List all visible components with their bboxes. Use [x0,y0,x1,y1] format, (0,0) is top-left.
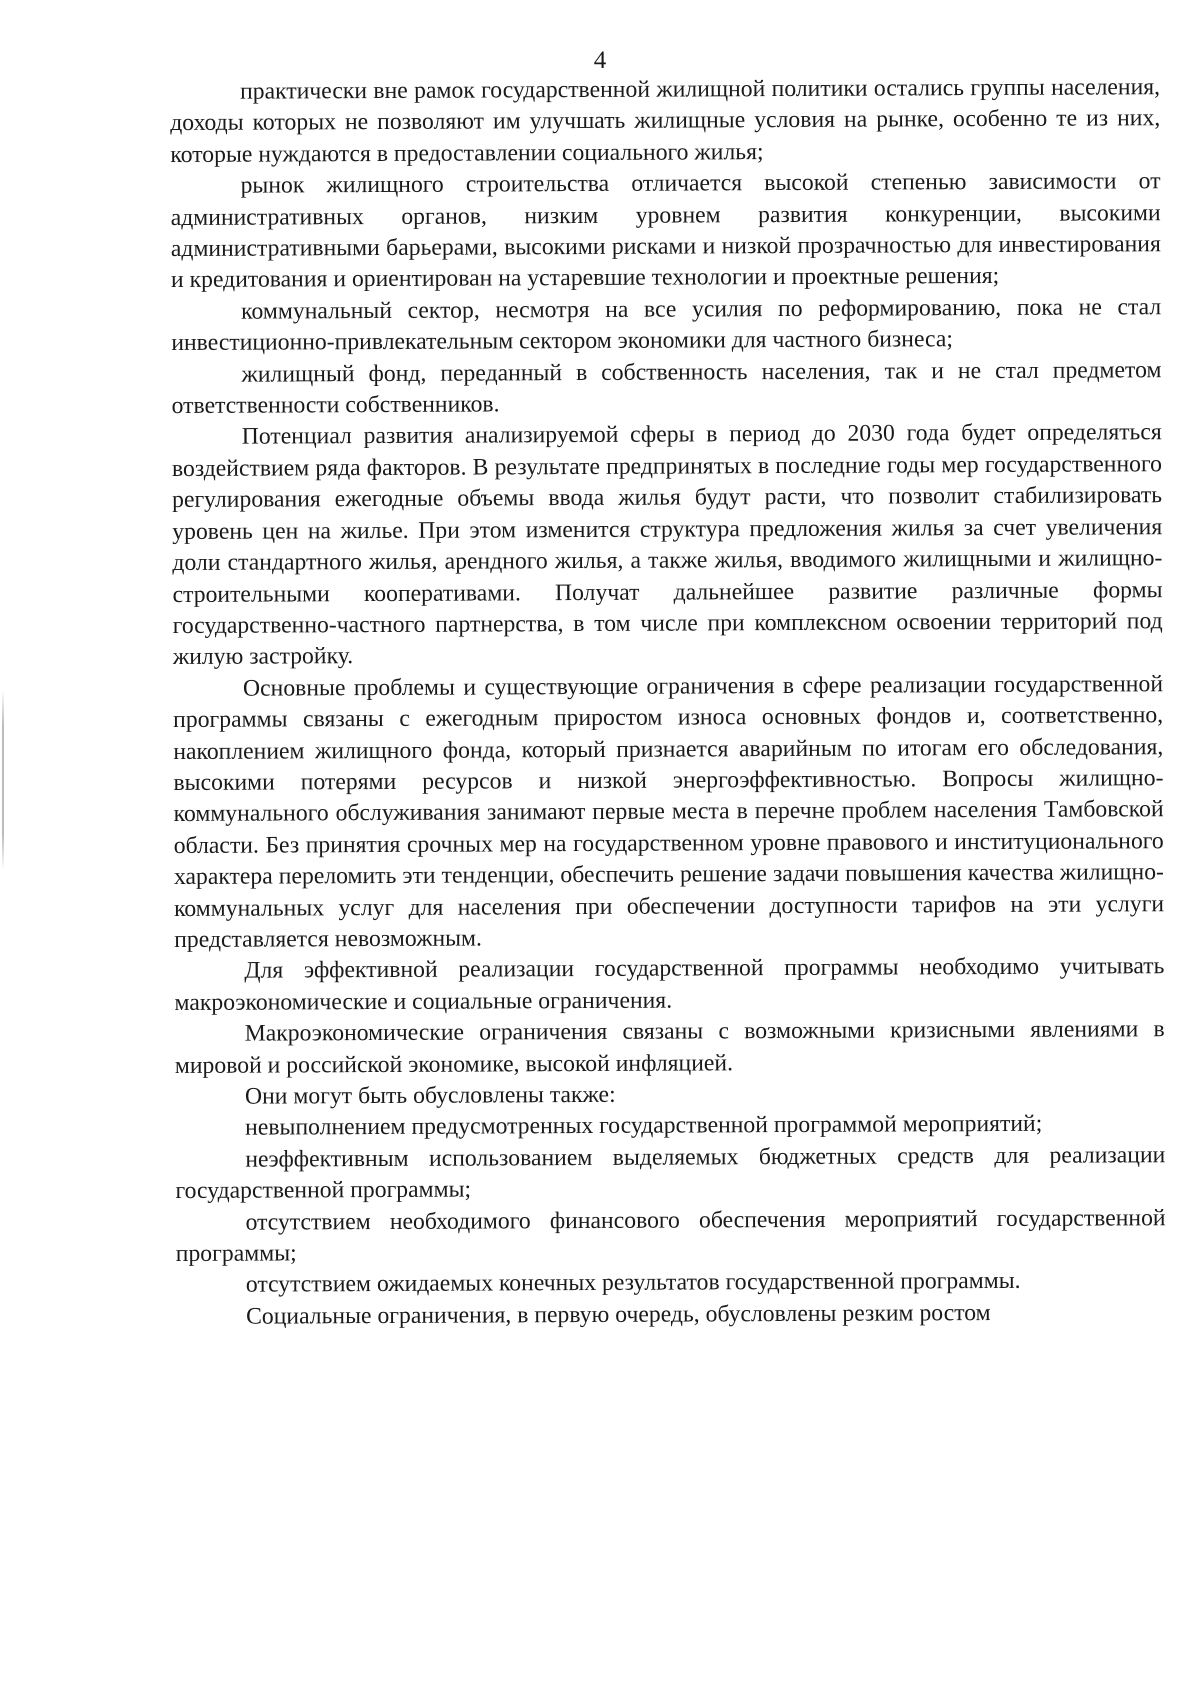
paragraph-also-caused-by: Они могут быть обусловлены также: [244,1081,616,1110]
paragraph-development-potential: Потенциал развития анализируемой сферы в период до 2030 года будет определяться воздействием ряда факторов. В результате предпринятых в последние годы мер государственного регулирования ежегодные объемы ввода жилья будут расти, что позволит стабилизировать уровень цен на жилье. При этом изменится структура предложения жилья за счет увеличения доли стандартного жилья, арендного жилья, а также жилья, вводимого жилищными и жилищно-строительными кооперативами. Получат дальнейшее развитие различные формы государственно-частного партнерства, в том числе при комплексном освоении территорий под жилую застройку. [171,419,1163,671]
paragraph-effective-implementation: Для эффективной реализации государственной программы необходимо учитывать макроэкономические и социальные ограничения. [174,953,1165,1016]
scan-binding-mark [2,690,4,870]
paragraph-housing-stock-ownership: жилищный фонд, переданный в собственность населения, так и не стал предметом ответственности собственников. [171,356,1162,420]
document-body [170,72,1166,1333]
paragraph-communal-sector: коммунальный сектор, несмотря на все усилия по реформированию, пока не стал инвестиционно-привлекательным сектором экономики для частного бизнеса; [171,294,1162,357]
page-number: 4 [593,47,607,74]
paragraph-item-nonfulfillment: невыполнением предусмотренных государственной программой мероприятий; [245,1111,1043,1142]
paragraph-housing-construction-market: рынок жилищного строительства отличается высокой степенью зависимости от административных органов, низким уровнем развития конкуренции, высокими административными барьерами, высокими рисками и низкой прозрачностью для инвестирования и кредитования и ориентирован на устаревшие технологии и проектные решения; [170,168,1161,294]
paragraph-macroeconomic-limits: Макроэкономические ограничения связаны с возможными кризисными явлениями в мировой и российской экономике, высокой инфляцией. [174,1016,1165,1079]
paragraph-main-problems: Основные проблемы и существующие ограничения в сфере реализации государственной программы связаны с ежегодным приростом износа основных фондов и, соответственно, накоплением жилищного фонда, который признается аварийным по итогам его обследования, высокими потерями ресурсов и низкой энергоэффективностью. Вопросы жилищно-коммунального обслуживания занимают первые места в перечне проблем населения Тамбовской области. Без принятия срочных мер на государственном уровне правового и институционального характера переломить эти тенденции, обеспечить решение задачи повышения качества жилищно-коммунальных услуг для населения при обеспечении доступности тарифов на эти услуги представляется невозможным. [173,670,1165,953]
paragraph-item-no-funding: отсутствием необходимого финансового обеспечения мероприятий государственной программы; [175,1204,1166,1268]
paragraph-item-inefficient-use: неэффективным использованием выделяемых бюджетных средств для реализации государственной программы; [175,1141,1166,1205]
paragraph-item-no-results: отсутствием ожидаемых конечных результатов государственной программы. [245,1268,1021,1299]
paragraph-social-limits: Социальные ограничения, в первую очередь, обусловлены резким ростом [245,1299,991,1330]
paragraph-housing-policy-groups: практически вне рамок государственной жилищной политики остались группы населения, доходы которых не позволяют им улучшать жилищные условия на рынке, особенно те из них, которые нуждаются в предоставлении социального жилья; [170,74,1161,168]
